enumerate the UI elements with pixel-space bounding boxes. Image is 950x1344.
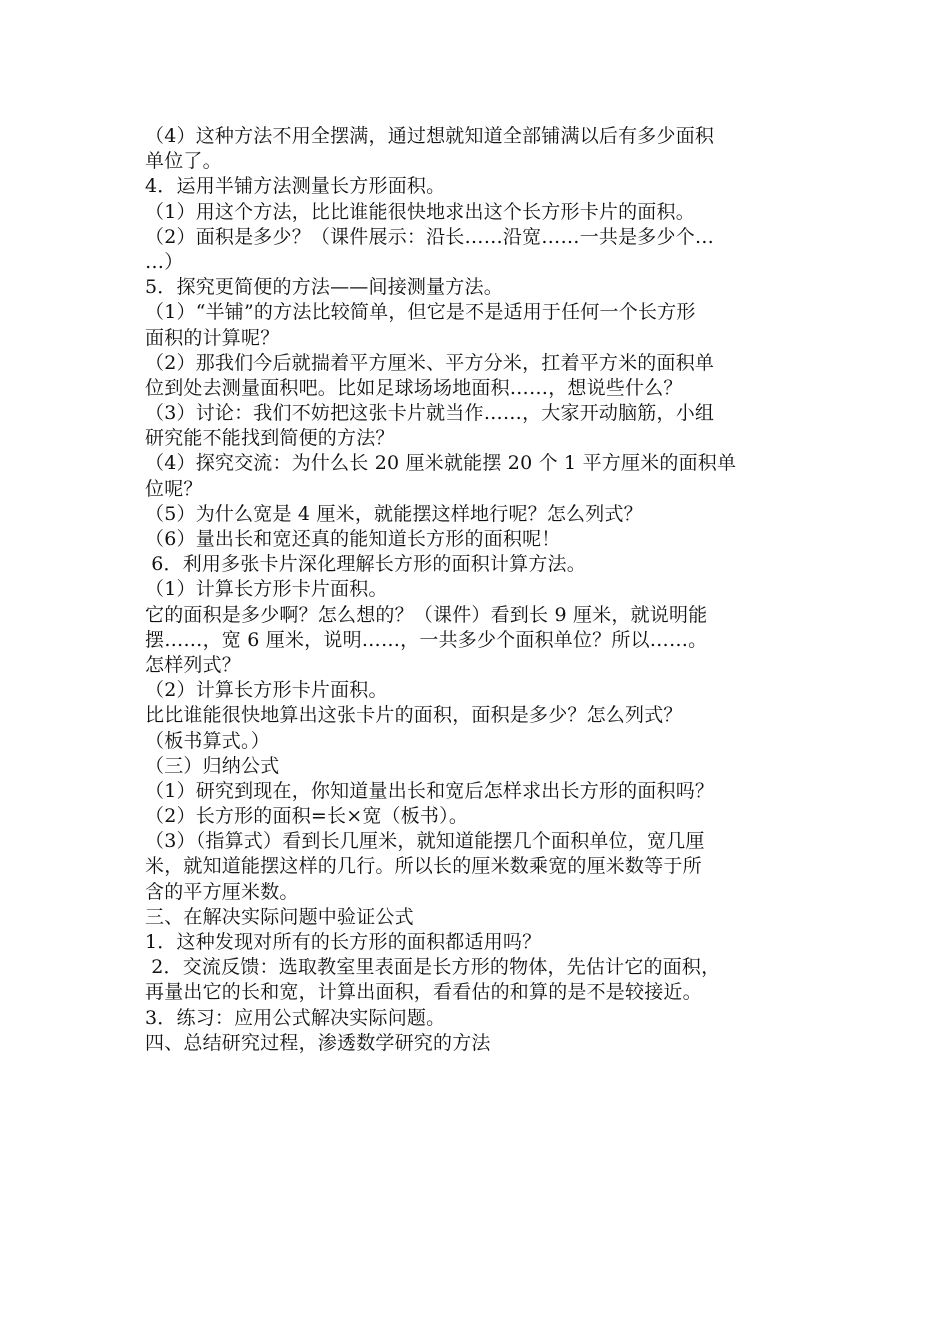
text-line: （2）面积是多少？（课件展示：沿长……沿宽……一共是多少个…	[145, 225, 715, 248]
text-line: 怎样列式？	[145, 653, 242, 676]
text-line: 三、在解决实际问题中验证公式	[145, 905, 414, 928]
text-line: （3）讨论：我们不妨把这张卡片就当作……，大家开动脑筋，小组	[145, 402, 715, 425]
text-line: （1）“半铺”的方法比较简单，但它是不是适用于任何一个长方形	[145, 301, 696, 324]
text-line: 6．利用多张卡片深化理解长方形的面积计算方法。	[145, 553, 586, 576]
text-line: 位呢？	[145, 477, 203, 500]
text-line: 2．交流反馈：选取教室里表面是长方形的物体，先估计它的面积，	[145, 956, 721, 979]
text-line: 位到处去测量面积吧。比如足球场场地面积……，想说些什么？	[145, 376, 683, 399]
text-line: 米，就知道能摆这样的几行。所以长的厘米数乘宽的厘米数等于所	[145, 855, 702, 878]
text-line: 比比谁能很快地算出这张卡片的面积，面积是多少？怎么列式？	[145, 704, 683, 727]
text-line: 4．运用半铺方法测量长方形面积。	[145, 175, 446, 198]
document-body	[145, 124, 825, 1056]
text-line: （板书算式。）	[145, 729, 270, 752]
text-line: （2）那我们今后就揣着平方厘米、平方分米，扛着平方米的面积单	[145, 351, 715, 374]
text-line: 四、总结研究过程，渗透数学研究的方法	[145, 1031, 491, 1054]
text-line: （5）为什么宽是 4 厘米，就能摆这样地行呢？怎么列式？	[145, 502, 643, 525]
text-line: …）	[145, 250, 184, 273]
text-line: （2）长方形的面积=长×宽（板书）。	[145, 805, 469, 828]
text-line: （4）探究交流：为什么长 20 厘米就能摆 20 个 1 平方厘米的面积单	[145, 452, 737, 475]
text-line: 单位了。	[145, 150, 222, 173]
text-line: 1．这种发现对所有的长方形的面积都适用吗？	[145, 931, 542, 953]
text-line: （1）研究到现在，你知道量出长和宽后怎样求出长方形的面积吗？	[145, 779, 715, 802]
text-line: 面积的计算呢？	[145, 326, 280, 349]
text-line: （1）用这个方法，比比谁能很快地求出这个长方形卡片的面积。	[145, 200, 695, 223]
text-line: 摆……，宽 6 厘米，说明……，一共多少个面积单位？所以……。	[145, 628, 708, 651]
text-line: 含的平方厘米数。	[145, 880, 299, 903]
text-line: （6）量出长和宽还真的能知道长方形的面积呢！	[145, 528, 561, 550]
text-line: （1）计算长方形卡片面积。	[145, 578, 388, 601]
text-line: 再量出它的长和宽，计算出面积，看看估的和算的是不是较接近。	[145, 981, 702, 1004]
text-line: （3）（指算式）看到长几厘米，就知道能摆几个面积单位，宽几厘	[145, 830, 705, 853]
text-line: 它的面积是多少啊？怎么想的？（课件）看到长 9 厘米，就说明能	[145, 603, 708, 626]
text-line: （三）归纳公式	[145, 754, 280, 777]
text-line: （2）计算长方形卡片面积。	[145, 679, 388, 702]
text-line: 5．探究更简便的方法——间接测量方法。	[145, 276, 503, 299]
text-line: （4）这种方法不用全摆满，通过想就知道全部铺满以后有多少面积	[145, 125, 715, 147]
text-line: 研究能不能找到简便的方法？	[145, 427, 395, 450]
text-line: 3．练习：应用公式解决实际问题。	[145, 1006, 446, 1029]
